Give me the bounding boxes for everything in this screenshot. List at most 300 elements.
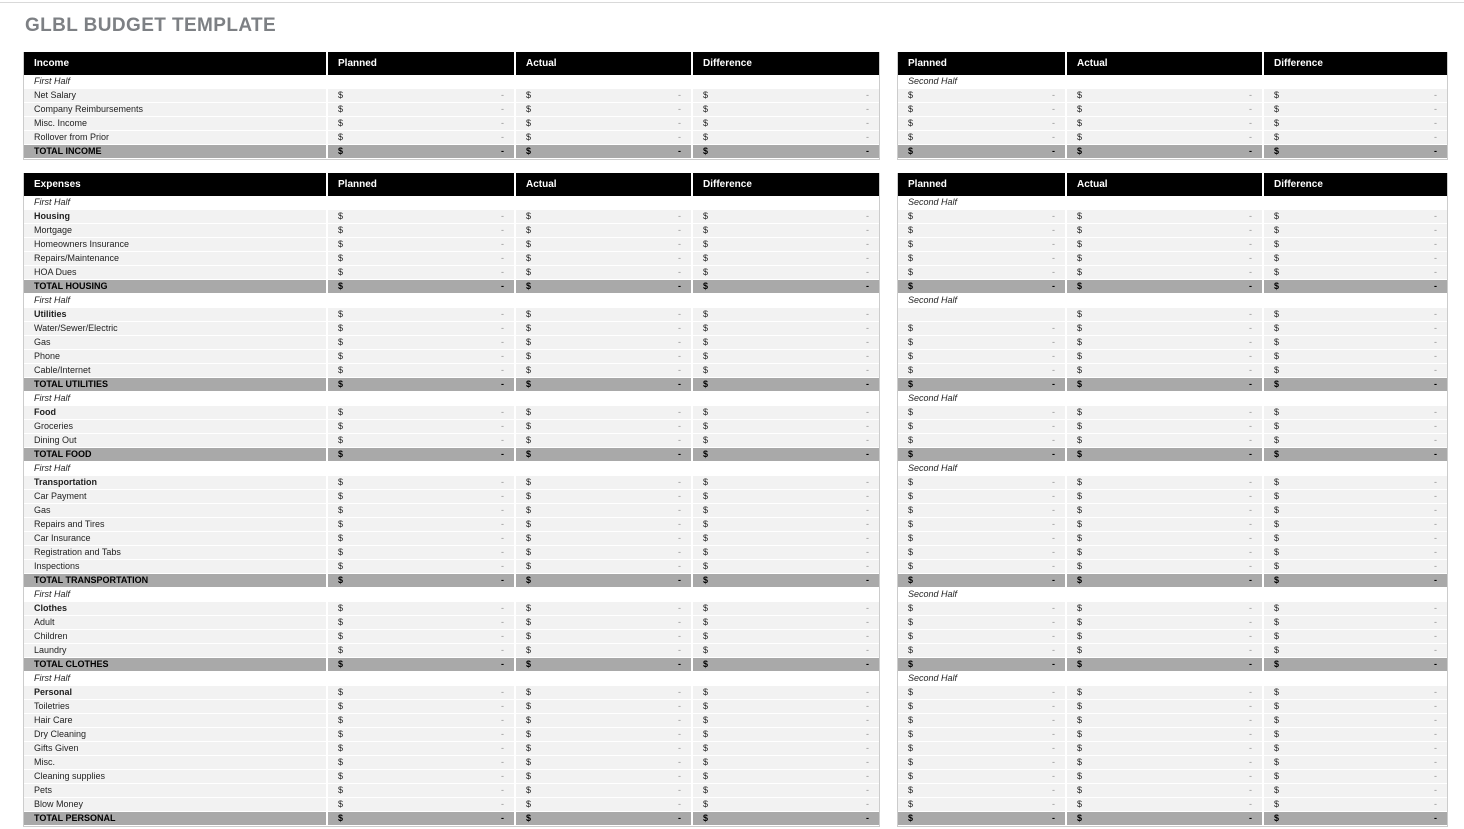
planned-cell[interactable] — [898, 280, 1065, 294]
period-label-cell[interactable]: Second Half — [898, 294, 1447, 308]
actual-cell[interactable] — [1065, 266, 1262, 280]
difference-cell[interactable] — [1262, 518, 1447, 532]
difference-cell[interactable] — [691, 686, 879, 700]
period-label-cell[interactable]: First Half — [24, 196, 879, 210]
difference-cell[interactable] — [1262, 406, 1447, 420]
item-label-cell[interactable]: Children — [24, 630, 326, 644]
planned-cell[interactable] — [326, 89, 514, 103]
planned-cell[interactable] — [898, 476, 1065, 490]
difference-cell[interactable] — [1262, 238, 1447, 252]
actual-cell[interactable] — [1065, 728, 1262, 742]
difference-cell[interactable] — [691, 224, 879, 238]
item-label-cell[interactable]: Repairs and Tires — [24, 518, 326, 532]
actual-cell[interactable] — [514, 364, 691, 378]
actual-cell[interactable] — [1065, 280, 1262, 294]
actual-cell[interactable] — [514, 420, 691, 434]
actual-cell[interactable] — [1065, 756, 1262, 770]
difference-cell[interactable] — [1262, 644, 1447, 658]
difference-cell[interactable] — [1262, 336, 1447, 350]
planned-cell[interactable] — [326, 504, 514, 518]
planned-cell[interactable] — [326, 784, 514, 798]
actual-cell[interactable] — [1065, 602, 1262, 616]
difference-cell[interactable] — [1262, 280, 1447, 294]
actual-cell[interactable] — [1065, 798, 1262, 812]
item-label-cell[interactable]: Personal — [24, 686, 326, 700]
actual-cell[interactable] — [514, 532, 691, 546]
planned-cell[interactable] — [326, 308, 514, 322]
planned-cell[interactable] — [326, 406, 514, 420]
planned-cell[interactable] — [326, 252, 514, 266]
period-label-cell[interactable]: First Half — [24, 294, 879, 308]
period-label-cell[interactable]: Second Half — [898, 462, 1447, 476]
actual-cell[interactable] — [514, 686, 691, 700]
actual-cell[interactable] — [514, 210, 691, 224]
actual-cell[interactable] — [514, 812, 691, 826]
item-label-cell[interactable]: HOA Dues — [24, 266, 326, 280]
difference-cell[interactable] — [691, 798, 879, 812]
item-label-cell[interactable]: Pets — [24, 784, 326, 798]
planned-cell[interactable] — [898, 658, 1065, 672]
difference-cell[interactable] — [1262, 364, 1447, 378]
actual-cell[interactable] — [514, 490, 691, 504]
actual-cell[interactable] — [1065, 490, 1262, 504]
planned-cell[interactable] — [326, 546, 514, 560]
planned-cell[interactable] — [326, 434, 514, 448]
planned-cell[interactable] — [326, 280, 514, 294]
difference-cell[interactable] — [1262, 812, 1447, 826]
planned-cell[interactable] — [898, 546, 1065, 560]
difference-cell[interactable] — [691, 630, 879, 644]
planned-cell[interactable] — [898, 742, 1065, 756]
difference-cell[interactable] — [1262, 770, 1447, 784]
difference-cell[interactable] — [691, 476, 879, 490]
difference-cell[interactable] — [1262, 266, 1447, 280]
planned-cell[interactable] — [326, 700, 514, 714]
item-label-cell[interactable]: Rollover from Prior — [24, 131, 326, 145]
planned-cell[interactable] — [326, 117, 514, 131]
period-label-cell[interactable]: First Half — [24, 588, 879, 602]
planned-cell[interactable] — [898, 630, 1065, 644]
actual-cell[interactable] — [1065, 616, 1262, 630]
difference-cell[interactable] — [691, 266, 879, 280]
planned-cell[interactable] — [898, 616, 1065, 630]
planned-cell[interactable] — [326, 574, 514, 588]
planned-cell[interactable] — [898, 490, 1065, 504]
actual-cell[interactable] — [1065, 742, 1262, 756]
planned-cell[interactable] — [326, 518, 514, 532]
actual-cell[interactable] — [1065, 574, 1262, 588]
actual-cell[interactable] — [514, 560, 691, 574]
planned-cell[interactable] — [898, 728, 1065, 742]
actual-cell[interactable] — [1065, 224, 1262, 238]
difference-cell[interactable] — [1262, 308, 1447, 322]
difference-cell[interactable] — [691, 700, 879, 714]
actual-cell[interactable] — [514, 89, 691, 103]
item-label-cell[interactable]: Net Salary — [24, 89, 326, 103]
actual-cell[interactable] — [514, 350, 691, 364]
item-label-cell[interactable]: Inspections — [24, 560, 326, 574]
actual-cell[interactable] — [514, 546, 691, 560]
difference-cell[interactable] — [1262, 434, 1447, 448]
planned-cell[interactable] — [326, 238, 514, 252]
difference-cell[interactable] — [1262, 103, 1447, 117]
planned-cell[interactable] — [898, 714, 1065, 728]
actual-cell[interactable] — [1065, 784, 1262, 798]
difference-cell[interactable] — [691, 210, 879, 224]
actual-cell[interactable] — [1065, 476, 1262, 490]
actual-cell[interactable] — [514, 336, 691, 350]
item-label-cell[interactable]: Adult — [24, 616, 326, 630]
difference-cell[interactable] — [1262, 798, 1447, 812]
actual-cell[interactable] — [514, 518, 691, 532]
actual-cell[interactable] — [514, 616, 691, 630]
actual-cell[interactable] — [514, 238, 691, 252]
item-label-cell[interactable]: Groceries — [24, 420, 326, 434]
actual-cell[interactable] — [1065, 420, 1262, 434]
planned-cell[interactable] — [898, 504, 1065, 518]
planned-cell[interactable] — [326, 420, 514, 434]
difference-cell[interactable] — [1262, 616, 1447, 630]
planned-cell[interactable] — [326, 322, 514, 336]
actual-cell[interactable] — [1065, 700, 1262, 714]
planned-cell[interactable] — [326, 714, 514, 728]
planned-cell[interactable] — [326, 616, 514, 630]
difference-cell[interactable] — [691, 532, 879, 546]
planned-cell[interactable] — [898, 812, 1065, 826]
planned-cell[interactable] — [326, 364, 514, 378]
item-label-cell[interactable]: Gifts Given — [24, 742, 326, 756]
total-label-cell[interactable]: TOTAL PERSONAL — [24, 812, 326, 826]
total-label-cell[interactable]: TOTAL HOUSING — [24, 280, 326, 294]
difference-cell[interactable] — [1262, 504, 1447, 518]
difference-cell[interactable] — [691, 602, 879, 616]
difference-cell[interactable] — [691, 378, 879, 392]
item-label-cell[interactable]: Dry Cleaning — [24, 728, 326, 742]
item-label-cell[interactable]: Misc. Income — [24, 117, 326, 131]
period-label-cell[interactable]: First Half — [24, 392, 879, 406]
actual-cell[interactable] — [1065, 89, 1262, 103]
item-label-cell[interactable]: Phone — [24, 350, 326, 364]
period-label-cell[interactable]: Second Half — [898, 672, 1447, 686]
difference-cell[interactable] — [691, 518, 879, 532]
difference-cell[interactable] — [1262, 714, 1447, 728]
actual-cell[interactable] — [1065, 630, 1262, 644]
planned-cell[interactable] — [898, 252, 1065, 266]
difference-cell[interactable] — [691, 308, 879, 322]
item-label-cell[interactable]: Repairs/Maintenance — [24, 252, 326, 266]
planned-cell[interactable] — [326, 756, 514, 770]
planned-cell[interactable] — [898, 420, 1065, 434]
difference-cell[interactable] — [691, 364, 879, 378]
planned-cell[interactable] — [898, 364, 1065, 378]
difference-cell[interactable] — [1262, 420, 1447, 434]
difference-cell[interactable] — [1262, 756, 1447, 770]
actual-cell[interactable] — [1065, 131, 1262, 145]
planned-cell[interactable] — [898, 308, 1065, 322]
planned-cell[interactable] — [326, 770, 514, 784]
item-label-cell[interactable]: Company Reimbursements — [24, 103, 326, 117]
planned-cell[interactable] — [326, 131, 514, 145]
actual-cell[interactable] — [514, 406, 691, 420]
planned-cell[interactable] — [326, 644, 514, 658]
planned-cell[interactable] — [898, 131, 1065, 145]
difference-cell[interactable] — [691, 103, 879, 117]
planned-cell[interactable] — [326, 728, 514, 742]
total-label-cell[interactable]: TOTAL CLOTHES — [24, 658, 326, 672]
planned-cell[interactable] — [898, 238, 1065, 252]
planned-cell[interactable] — [326, 145, 514, 159]
difference-cell[interactable] — [691, 322, 879, 336]
difference-cell[interactable] — [1262, 728, 1447, 742]
actual-cell[interactable] — [1065, 378, 1262, 392]
total-label-cell[interactable]: TOTAL INCOME — [24, 145, 326, 159]
planned-cell[interactable] — [898, 518, 1065, 532]
item-label-cell[interactable]: Cleaning supplies — [24, 770, 326, 784]
actual-cell[interactable] — [1065, 336, 1262, 350]
actual-cell[interactable] — [1065, 406, 1262, 420]
actual-cell[interactable] — [514, 117, 691, 131]
planned-cell[interactable] — [898, 210, 1065, 224]
difference-cell[interactable] — [1262, 490, 1447, 504]
item-label-cell[interactable]: Laundry — [24, 644, 326, 658]
item-label-cell[interactable]: Water/Sewer/Electric — [24, 322, 326, 336]
planned-cell[interactable] — [326, 103, 514, 117]
period-label-cell[interactable]: Second Half — [898, 75, 1447, 89]
difference-cell[interactable] — [1262, 784, 1447, 798]
actual-cell[interactable] — [514, 574, 691, 588]
item-label-cell[interactable]: Dining Out — [24, 434, 326, 448]
planned-cell[interactable] — [898, 686, 1065, 700]
item-label-cell[interactable]: Hair Care — [24, 714, 326, 728]
actual-cell[interactable] — [1065, 308, 1262, 322]
actual-cell[interactable] — [514, 476, 691, 490]
actual-cell[interactable] — [514, 266, 691, 280]
planned-cell[interactable] — [898, 322, 1065, 336]
difference-cell[interactable] — [691, 574, 879, 588]
period-label-cell[interactable]: Second Half — [898, 196, 1447, 210]
planned-cell[interactable] — [898, 336, 1065, 350]
actual-cell[interactable] — [1065, 532, 1262, 546]
difference-cell[interactable] — [1262, 700, 1447, 714]
planned-cell[interactable] — [326, 630, 514, 644]
period-label-cell[interactable]: First Half — [24, 462, 879, 476]
planned-cell[interactable] — [898, 784, 1065, 798]
planned-cell[interactable] — [898, 644, 1065, 658]
item-label-cell[interactable]: Car Insurance — [24, 532, 326, 546]
difference-cell[interactable] — [1262, 224, 1447, 238]
actual-cell[interactable] — [1065, 812, 1262, 826]
difference-cell[interactable] — [691, 560, 879, 574]
planned-cell[interactable] — [326, 602, 514, 616]
actual-cell[interactable] — [1065, 252, 1262, 266]
planned-cell[interactable] — [326, 448, 514, 462]
planned-cell[interactable] — [898, 798, 1065, 812]
difference-cell[interactable] — [1262, 145, 1447, 159]
actual-cell[interactable] — [514, 658, 691, 672]
difference-cell[interactable] — [691, 770, 879, 784]
item-label-cell[interactable]: Toiletries — [24, 700, 326, 714]
actual-cell[interactable] — [1065, 238, 1262, 252]
difference-cell[interactable] — [1262, 560, 1447, 574]
planned-cell[interactable] — [326, 560, 514, 574]
actual-cell[interactable] — [1065, 210, 1262, 224]
item-label-cell[interactable]: Registration and Tabs — [24, 546, 326, 560]
item-label-cell[interactable]: Gas — [24, 504, 326, 518]
difference-cell[interactable] — [691, 616, 879, 630]
actual-cell[interactable] — [514, 728, 691, 742]
planned-cell[interactable] — [898, 756, 1065, 770]
item-label-cell[interactable]: Transportation — [24, 476, 326, 490]
total-label-cell[interactable]: TOTAL FOOD — [24, 448, 326, 462]
difference-cell[interactable] — [1262, 742, 1447, 756]
item-label-cell[interactable]: Gas — [24, 336, 326, 350]
actual-cell[interactable] — [514, 756, 691, 770]
difference-cell[interactable] — [691, 756, 879, 770]
actual-cell[interactable] — [514, 644, 691, 658]
item-label-cell[interactable]: Car Payment — [24, 490, 326, 504]
item-label-cell[interactable]: Clothes — [24, 602, 326, 616]
difference-cell[interactable] — [691, 350, 879, 364]
period-label-cell[interactable]: Second Half — [898, 588, 1447, 602]
actual-cell[interactable] — [514, 378, 691, 392]
actual-cell[interactable] — [514, 784, 691, 798]
actual-cell[interactable] — [514, 252, 691, 266]
period-label-cell[interactable]: First Half — [24, 672, 879, 686]
planned-cell[interactable] — [898, 770, 1065, 784]
difference-cell[interactable] — [1262, 350, 1447, 364]
actual-cell[interactable] — [1065, 145, 1262, 159]
difference-cell[interactable] — [691, 145, 879, 159]
difference-cell[interactable] — [691, 336, 879, 350]
planned-cell[interactable] — [898, 266, 1065, 280]
actual-cell[interactable] — [514, 103, 691, 117]
difference-cell[interactable] — [1262, 546, 1447, 560]
actual-cell[interactable] — [514, 742, 691, 756]
actual-cell[interactable] — [514, 700, 691, 714]
actual-cell[interactable] — [1065, 560, 1262, 574]
planned-cell[interactable] — [326, 812, 514, 826]
actual-cell[interactable] — [514, 798, 691, 812]
item-label-cell[interactable]: Blow Money — [24, 798, 326, 812]
planned-cell[interactable] — [898, 448, 1065, 462]
actual-cell[interactable] — [1065, 322, 1262, 336]
difference-cell[interactable] — [691, 784, 879, 798]
actual-cell[interactable] — [1065, 350, 1262, 364]
item-label-cell[interactable]: Housing — [24, 210, 326, 224]
item-label-cell[interactable]: Cable/Internet — [24, 364, 326, 378]
difference-cell[interactable] — [691, 644, 879, 658]
planned-cell[interactable] — [898, 117, 1065, 131]
difference-cell[interactable] — [691, 89, 879, 103]
actual-cell[interactable] — [514, 448, 691, 462]
planned-cell[interactable] — [326, 532, 514, 546]
actual-cell[interactable] — [514, 280, 691, 294]
item-label-cell[interactable]: Homeowners Insurance — [24, 238, 326, 252]
difference-cell[interactable] — [691, 812, 879, 826]
difference-cell[interactable] — [1262, 131, 1447, 145]
item-label-cell[interactable]: Misc. — [24, 756, 326, 770]
difference-cell[interactable] — [691, 728, 879, 742]
actual-cell[interactable] — [514, 602, 691, 616]
difference-cell[interactable] — [1262, 602, 1447, 616]
actual-cell[interactable] — [514, 131, 691, 145]
actual-cell[interactable] — [514, 322, 691, 336]
planned-cell[interactable] — [898, 560, 1065, 574]
actual-cell[interactable] — [514, 434, 691, 448]
planned-cell[interactable] — [898, 103, 1065, 117]
actual-cell[interactable] — [1065, 117, 1262, 131]
item-label-cell[interactable]: Food — [24, 406, 326, 420]
planned-cell[interactable] — [898, 350, 1065, 364]
actual-cell[interactable] — [1065, 434, 1262, 448]
actual-cell[interactable] — [1065, 448, 1262, 462]
actual-cell[interactable] — [514, 504, 691, 518]
actual-cell[interactable] — [514, 770, 691, 784]
period-label-cell[interactable]: First Half — [24, 75, 879, 89]
total-label-cell[interactable]: TOTAL UTILITIES — [24, 378, 326, 392]
difference-cell[interactable] — [1262, 448, 1447, 462]
planned-cell[interactable] — [898, 532, 1065, 546]
planned-cell[interactable] — [326, 490, 514, 504]
difference-cell[interactable] — [691, 420, 879, 434]
planned-cell[interactable] — [898, 145, 1065, 159]
planned-cell[interactable] — [326, 224, 514, 238]
difference-cell[interactable] — [691, 546, 879, 560]
planned-cell[interactable] — [326, 798, 514, 812]
planned-cell[interactable] — [898, 574, 1065, 588]
difference-cell[interactable] — [1262, 252, 1447, 266]
planned-cell[interactable] — [898, 89, 1065, 103]
actual-cell[interactable] — [1065, 644, 1262, 658]
difference-cell[interactable] — [1262, 117, 1447, 131]
planned-cell[interactable] — [898, 224, 1065, 238]
actual-cell[interactable] — [514, 714, 691, 728]
planned-cell[interactable] — [898, 406, 1065, 420]
actual-cell[interactable] — [1065, 504, 1262, 518]
planned-cell[interactable] — [326, 266, 514, 280]
difference-cell[interactable] — [691, 448, 879, 462]
difference-cell[interactable] — [1262, 476, 1447, 490]
difference-cell[interactable] — [1262, 658, 1447, 672]
planned-cell[interactable] — [326, 658, 514, 672]
actual-cell[interactable] — [1065, 364, 1262, 378]
actual-cell[interactable] — [514, 630, 691, 644]
planned-cell[interactable] — [898, 434, 1065, 448]
difference-cell[interactable] — [1262, 378, 1447, 392]
actual-cell[interactable] — [1065, 518, 1262, 532]
actual-cell[interactable] — [1065, 103, 1262, 117]
difference-cell[interactable] — [691, 280, 879, 294]
difference-cell[interactable] — [691, 504, 879, 518]
planned-cell[interactable] — [326, 336, 514, 350]
planned-cell[interactable] — [326, 378, 514, 392]
actual-cell[interactable] — [1065, 714, 1262, 728]
difference-cell[interactable] — [1262, 89, 1447, 103]
difference-cell[interactable] — [691, 117, 879, 131]
planned-cell[interactable] — [898, 700, 1065, 714]
planned-cell[interactable] — [326, 476, 514, 490]
planned-cell[interactable] — [326, 742, 514, 756]
difference-cell[interactable] — [691, 658, 879, 672]
actual-cell[interactable] — [1065, 770, 1262, 784]
actual-cell[interactable] — [514, 145, 691, 159]
difference-cell[interactable] — [1262, 630, 1447, 644]
difference-cell[interactable] — [1262, 574, 1447, 588]
difference-cell[interactable] — [691, 434, 879, 448]
planned-cell[interactable] — [326, 210, 514, 224]
item-label-cell[interactable]: Mortgage — [24, 224, 326, 238]
planned-cell[interactable] — [898, 378, 1065, 392]
